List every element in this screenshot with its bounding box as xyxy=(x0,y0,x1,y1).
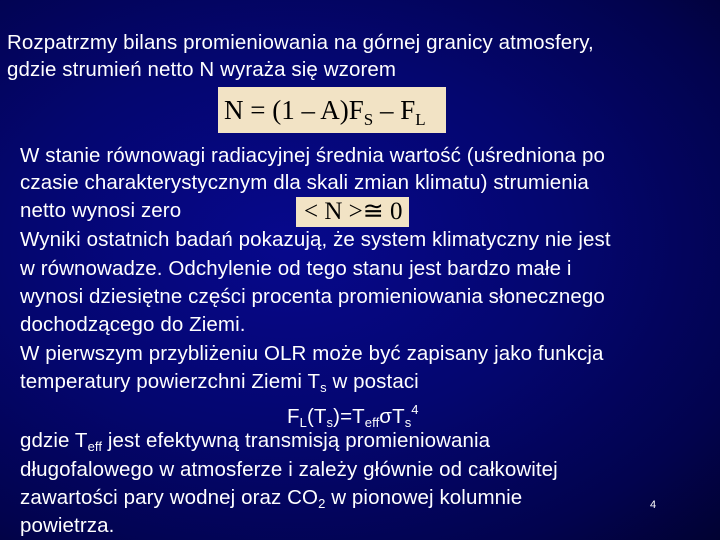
mean-flux-equation: < N >≅ 0 xyxy=(296,197,409,227)
para2-line-1: Wyniki ostatnich badań pokazują, że system klimatyczny nie jest xyxy=(20,228,611,251)
para2-line-3: wynosi dziesiętne części procenta promieniowania słonecznego xyxy=(20,285,605,308)
formula-mid: )=T xyxy=(333,405,365,428)
equation-lhs: N = (1 – A)F xyxy=(224,95,364,125)
net-flux-equation xyxy=(218,87,446,133)
equation-l-subscript: L xyxy=(415,110,426,129)
formula-s-subscript-2: s xyxy=(404,415,412,430)
para1-line-2: czasie charakterystycznym dla skali zmian klimatu) strumienia xyxy=(20,171,589,194)
para4-line-4: powietrza. xyxy=(20,514,115,537)
formula-exponent: 4 xyxy=(411,402,419,417)
para3-text-a: temperatury powierzchni Ziemi T xyxy=(20,370,321,393)
intro-line-2: gdzie strumień netto N wyraża się wzorem xyxy=(7,58,397,81)
para4-text-d: w pionowej kolumnie xyxy=(325,486,523,509)
para1-line-3: netto wynosi zero xyxy=(20,199,182,222)
para4-text-a: gdzie T xyxy=(20,429,88,452)
para4-text-c: zawartości pary wodnej oraz CO xyxy=(20,486,319,509)
formula-f: F xyxy=(287,405,300,428)
formula-s-subscript-1: s xyxy=(326,415,334,430)
intro-line-1: Rozpatrzmy bilans promieniowania na górnej granicy atmosfery, xyxy=(7,31,594,54)
formula-eff-subscript: eff xyxy=(364,415,380,430)
formula-t: T xyxy=(392,405,405,428)
sigma-symbol: σ xyxy=(379,405,393,428)
para3-line-2 xyxy=(20,370,419,400)
teff-subscript: eff xyxy=(87,439,103,454)
formula-open: (T xyxy=(306,405,327,428)
equation-minus-fl: – F xyxy=(373,95,416,125)
co2-subscript: 2 xyxy=(318,496,326,511)
para2-line-4: dochodzącego do Ziemi. xyxy=(20,313,246,336)
page-number: 4 xyxy=(650,499,657,511)
para2-line-2: w równowadze. Odchylenie od tego stanu jest bardzo małe i xyxy=(20,257,572,280)
para1-line-1: W stanie równowagi radiacyjnej średnia wartość (uśredniona po xyxy=(20,144,605,167)
ts-subscript: s xyxy=(320,380,327,395)
para3-text-b: w postaci xyxy=(326,370,419,393)
para3-line-1: W pierwszym przybliżeniu OLR może być zapisany jako funkcja xyxy=(20,342,604,365)
para4-line-3 xyxy=(20,486,522,516)
para4-line-2: długofalowego w atmosferze i zależy głównie od całkowitej xyxy=(20,458,558,481)
equation-s-subscript: S xyxy=(363,110,374,129)
para4-text-b: jest efektywną transmisją promieniowania xyxy=(102,429,491,452)
para4-line-1 xyxy=(20,429,490,459)
formula-l-subscript: L xyxy=(299,415,307,430)
